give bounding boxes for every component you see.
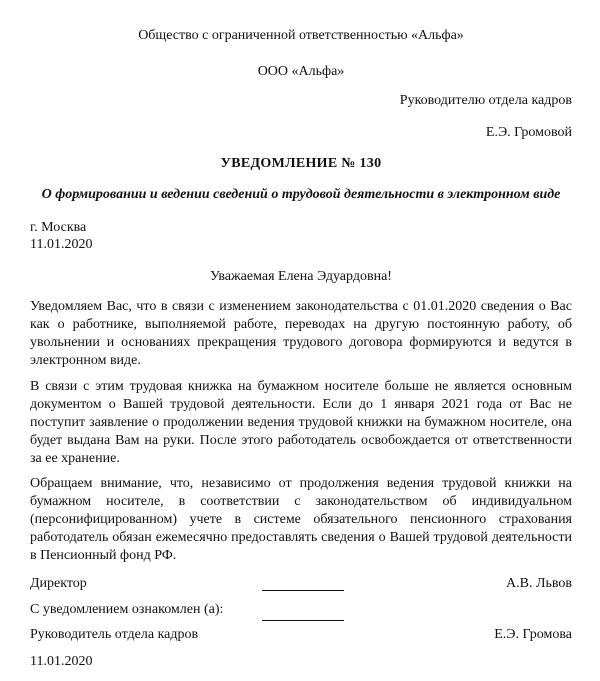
acknowledged-row	[30, 601, 572, 619]
paragraph-text: Уведомляем Вас, что в связи с изменением законодательства с 01.01.2020 сведения о Вас как о работнике, выполняемой работе, переводах на другую постоянную работу, об увольнении и основаниях прекращения трудового договора формируются и ведутся в электронном виде.	[30, 299, 572, 368]
signature-date-row	[30, 653, 572, 671]
director-signature-row	[30, 575, 572, 593]
company-short-name: ООО «Альфа»	[257, 64, 345, 79]
hr-label: Руководитель отдела кадров	[30, 627, 199, 642]
hr-signature-row	[30, 626, 572, 644]
paragraph-text: В связи с этим трудовая книжка на бумажном носителе больше не является основным документом о Вашей трудовой деятельности. Если до 1 января 2021 года от Вас не поступит заявление о продолжении ведения трудовой книжки на бумажном носителе, она будет выдана Вам на руки. После этого работодатель освобождается от ответственности за ее хранение.	[30, 379, 572, 466]
paragraph-text: Обращаем внимание, что, независимо от продолжения ведения трудовой книжки на бумажном носителе, в соответствии с законодательством об индивидуальном (персонифицированном) учете в системе обязательного пенсионного страхования работодатель обязан ежемесячно предоставлять сведения о Вашей трудовой деятельности в Пенсионный фонд РФ.	[30, 476, 572, 563]
signature-date: 11.01.2020	[30, 654, 93, 669]
notice-subtitle: О формировании и ведении сведений о трудовой деятельности в электронном виде	[41, 187, 561, 202]
paragraph-2	[30, 378, 572, 468]
acknowledged-label: С уведомлением ознакомлен (а):	[30, 602, 224, 617]
company-full-name: Общество с ограниченной ответственностью «Альфа»	[138, 28, 464, 43]
notice-title: УВЕДОМЛЕНИЕ № 130	[220, 156, 382, 171]
notice-date: 11.01.2020	[30, 237, 93, 252]
salutation: Уважаемая Елена Эдуардовна!	[210, 269, 392, 284]
hr-name: Е.Э. Громова	[494, 627, 572, 642]
paragraph-1	[30, 298, 572, 370]
director-label: Директор	[30, 576, 87, 591]
hr-signature-line	[262, 620, 344, 621]
addressee-position: Руководителю отдела кадров	[399, 93, 572, 108]
director-name: А.В. Львов	[506, 576, 572, 591]
director-signature-line	[262, 590, 344, 591]
notice-city: г. Москва	[30, 220, 87, 235]
addressee-name: Е.Э. Громовой	[485, 125, 572, 140]
document-page	[30, 0, 572, 681]
paragraph-3	[30, 475, 572, 565]
